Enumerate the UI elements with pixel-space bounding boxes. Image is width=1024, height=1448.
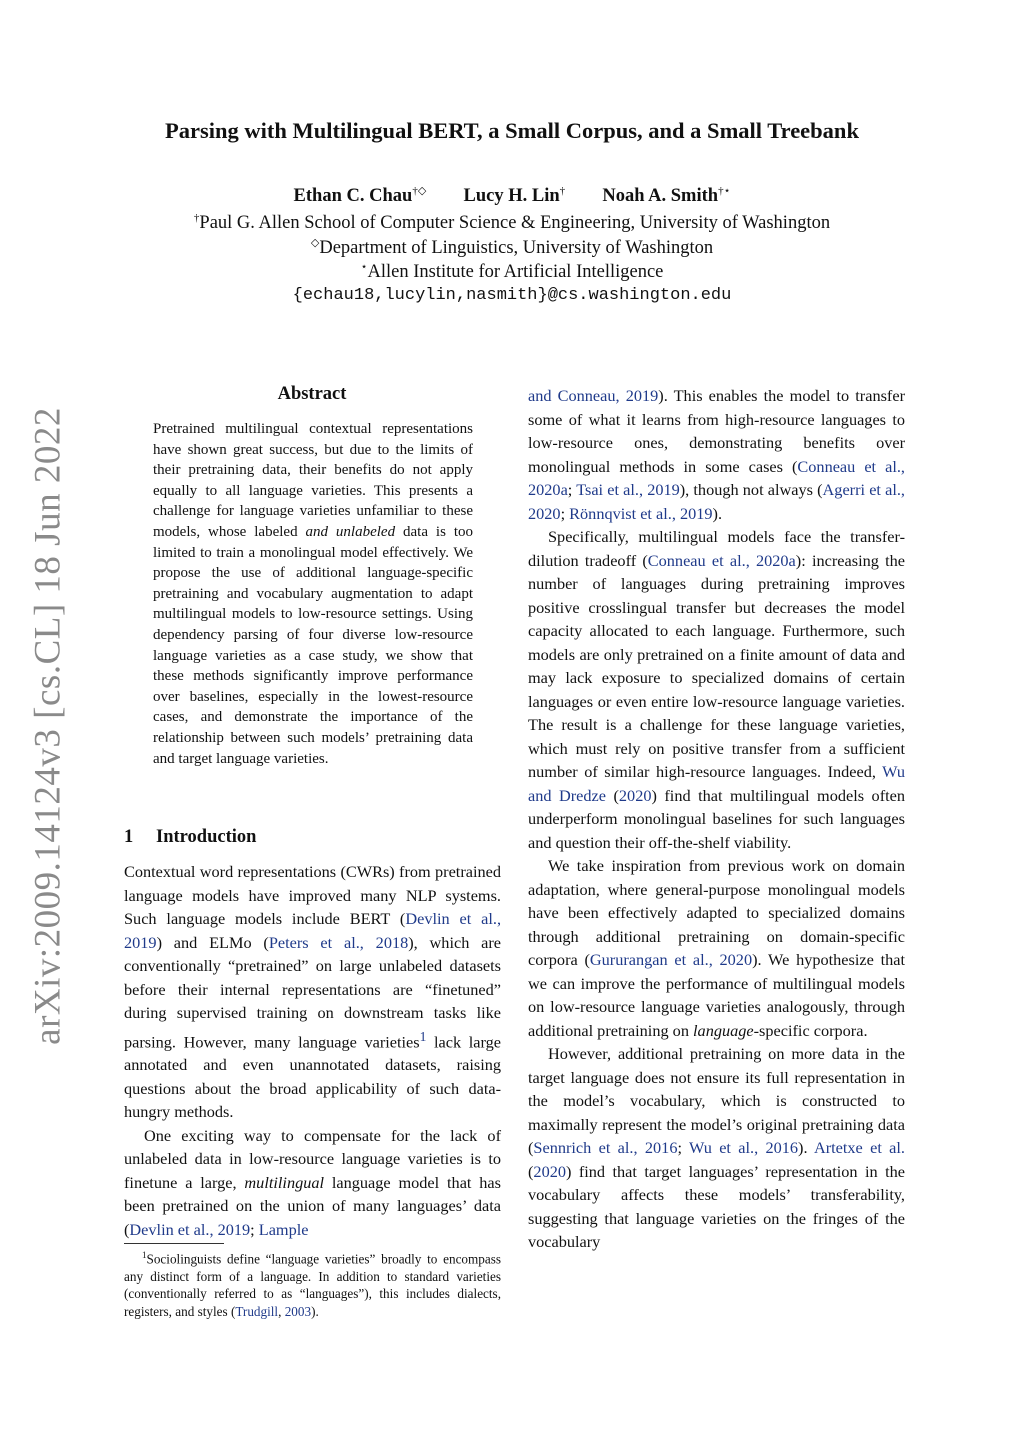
body-text: ; [560, 503, 570, 523]
body-text: ). This enables the model to transfer some of what it learns from high-resource languages to low-resource ones, demonstrating benefits over monolingual methods in some cases ( [528, 386, 905, 476]
footnote-marker[interactable]: 1 [419, 1028, 427, 1044]
author-marks: † [559, 185, 566, 197]
left-column [124, 860, 501, 1241]
body-text: ), though not always ( [679, 480, 823, 499]
abstract-emphasis: and unlabeled [305, 523, 396, 540]
body-text: One exciting way to compensate for the lack of unlabeled data in low-resource language varieties is to finetune a large, [124, 1125, 501, 1192]
paragraph [528, 384, 905, 525]
paragraph [528, 525, 905, 854]
abstract-text: Pretrained multilingual contextual representations have shown great success, but due to the limits of their pretraining data, their benefits do not apply equally to all language varieties. This presents a challenge for language varieties unfamiliar to these models, whose labeled [153, 421, 473, 540]
author-name: Lucy H. Lin [463, 186, 560, 207]
body-text: lack large annotated and even unannotated datasets, raising questions about the broad applicability of such data-hungry methods. [124, 1031, 501, 1122]
citation-link[interactable]: and Conneau, 2019 [528, 386, 659, 405]
citation-link[interactable]: Conneau et al., 2020a [528, 456, 905, 499]
body-text: language model that has been pretrained on the union of many languages’ data ( [124, 1172, 501, 1239]
paragraph [528, 854, 905, 1042]
abstract-heading: Abstract [277, 384, 347, 404]
affiliation [0, 236, 1024, 259]
citation-link[interactable]: Wu and Dredze [528, 762, 905, 805]
abstract-body [153, 419, 473, 769]
citation-link[interactable]: Devlin et al., 2019 [124, 909, 502, 952]
citation-link[interactable]: Sennrich et al., 2016 [533, 1138, 678, 1157]
citation-link[interactable]: 2003 [284, 1303, 312, 1319]
citation-link[interactable]: Peters et al., 2018 [268, 932, 409, 952]
section-title: Introduction [156, 827, 257, 847]
citation-link[interactable]: Agerri et al., 2020 [528, 480, 905, 523]
body-text: ; [567, 480, 577, 499]
citation-link[interactable]: 2020 [618, 785, 652, 805]
citation-link[interactable]: Rönnqvist et al., 2019 [569, 503, 713, 523]
affiliation-mark: ⋆ [360, 261, 368, 273]
body-text: ), which are conventionally “pretrained” on large unlabeled datasets before their internal representations are “finetuned” during supervised training on downstream tasks like parsing. However, many language varieties [124, 932, 502, 1051]
body-text: ). We hypothesize that we can improve the performance of multilingual models on low-resource language varieties analogously, through additional pretraining on [528, 950, 905, 1040]
body-text: ). [712, 503, 723, 523]
section-number: 1 [124, 827, 134, 847]
paragraph [124, 860, 501, 1124]
citation-link[interactable]: Wu et al., 2016 [689, 1138, 799, 1157]
body-text: -specific corpora. [753, 1020, 868, 1040]
footnote-text: ). [311, 1303, 319, 1319]
author-list [0, 184, 1024, 207]
author-name: Ethan C. Chau [293, 186, 413, 207]
body-text: However, additional pretraining on more data in the target language does not ensure its full representation in the model’s vocabulary, which is constructed to maximally represent the model’s original pretraining data ( [528, 1044, 905, 1157]
affiliation-mark: ◇ [310, 237, 320, 249]
paragraph [528, 1042, 905, 1254]
body-emphasis: multilingual [244, 1172, 325, 1192]
section-heading [124, 827, 256, 848]
body-text: ( [528, 1161, 534, 1181]
citation-link[interactable]: Trudgill [235, 1303, 279, 1319]
footnote-text: , [278, 1303, 285, 1319]
affiliation-text: Allen Institute for Artificial Intelligence [367, 262, 664, 283]
paragraph [124, 1124, 501, 1242]
author-marks: †⋆ [718, 185, 731, 197]
footnote-mark: 1 [142, 1250, 147, 1260]
affiliation [0, 212, 1024, 234]
citation-link[interactable]: Devlin et al., 2019 [129, 1219, 251, 1239]
body-text: ; [677, 1138, 690, 1157]
body-text: Specifically, multilingual models face the transfer-dilution tradeoff ( [528, 527, 905, 570]
affiliation-text: Department of Linguistics, University of Washington [319, 238, 714, 259]
body-emphasis: language [693, 1020, 754, 1040]
body-text: ) find that multilingual models often underperform monolingual baselines for such languages and question their off-the-shelf viability. [528, 785, 906, 852]
right-column [528, 384, 905, 1254]
citation-link[interactable]: Conneau et al., 2020a [647, 550, 796, 570]
body-text: ; [250, 1219, 259, 1239]
citation-link[interactable]: 2020 [533, 1161, 566, 1181]
footnote [124, 1247, 501, 1320]
body-text: We take inspiration from previous work on domain adaptation, where general-purpose monolingual models have been effectively adapted to specialized domains through additional pretraining on domain-specific corpora ( [528, 856, 905, 969]
body-text: ( [606, 785, 619, 805]
abstract-text: data is too limited to train a monolingual model effectively. We propose the use of additional language-specific pretraining and vocabulary augmentation to adapt multilingual models to low-resource settings. Using dependency parsing of four diverse low-resource language varieties as a case study, we show that these methods significantly improve performance over baselines, especially in the lowest-resource cases, and demonstrate the importance of the relationship between such models’ pretraining data and target language varieties. [153, 523, 474, 767]
footnote-rule [124, 1243, 224, 1244]
body-text: Contextual word representations (CWRs) from pretrained language models have improved many NLP systems. Such language models include BERT ( [124, 862, 501, 928]
citation-link[interactable]: Lample [258, 1219, 309, 1239]
citation-link[interactable]: Artetxe et al. [813, 1138, 905, 1157]
body-text: ) and ELMo ( [156, 932, 269, 952]
affiliation-mark: † [193, 212, 200, 224]
author-marks: †◇ [412, 185, 427, 197]
affiliation [0, 260, 1024, 283]
paper-title: Parsing with Multilingual BERT, a Small Corpus, and a Small Treebank [165, 118, 859, 143]
body-text: ) find that target languages’ representation in the vocabulary affects these models’ transferability, suggesting that language varieties on the fringes of the vocabulary [528, 1161, 905, 1251]
arxiv-side-label: arXiv:2009.14124v3 [cs.CL] 18 Jun 2022 [27, 407, 69, 1045]
affiliation-text: Paul G. Allen School of Computer Science & Engineering, University of Washington [199, 213, 831, 234]
author-name: Noah A. Smith [602, 186, 719, 207]
citation-link[interactable]: Tsai et al., 2019 [576, 480, 680, 499]
footnote-text: Sociolinguists define “language varieties” broadly to encompass any distinct form of a language. In addition to standard varieties (conventionally referred to as “languages”), this includes dialects, registers, and styles ( [124, 1251, 501, 1319]
body-text: ): increasing the number of languages during pretraining improves positive crosslingual transfer but decreases the model capacity allocated to each language. Furthermore, such models are only pretrained on a finite amount of data and may lack exposure to specialized domains of certain languages or even entire low-resource language varieties. The result is a challenge for these language varieties, which must rely on positive transfer from a sufficient number of similar high-resource languages. Indeed, [528, 550, 906, 781]
body-text: ). [798, 1138, 814, 1157]
author-emails: {echau18,lucylin,nasmith}@cs.washington.edu [292, 286, 732, 305]
citation-link[interactable]: Gururangan et al., 2020 [589, 950, 753, 969]
